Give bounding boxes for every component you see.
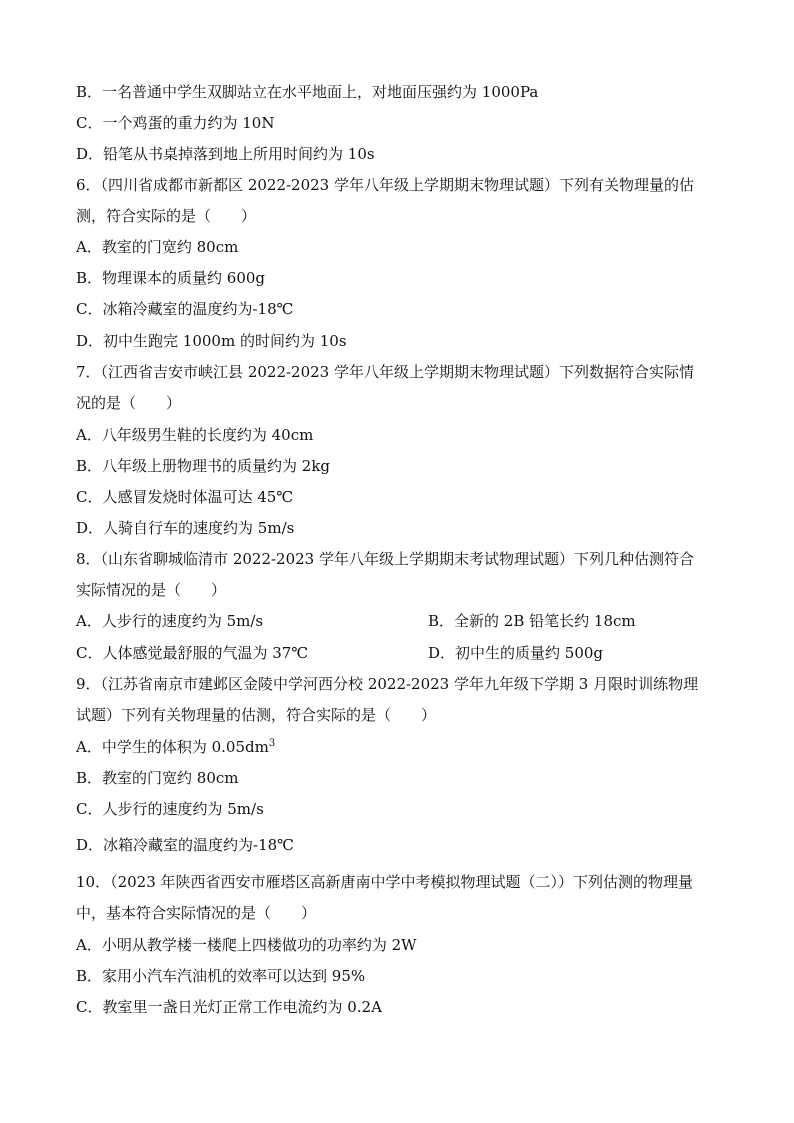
q8-option-b: B．全新的 2B 铅笔长约 18cm bbox=[428, 612, 636, 630]
q6-option-d: D．初中生跑完 1000m 的时间约为 10s bbox=[76, 332, 347, 350]
q9-option-a-text: A．中学生的体积为 0.05dm bbox=[76, 738, 269, 756]
q8-option-c: C．人体感觉最舒服的气温为 37℃ bbox=[76, 644, 309, 662]
q10-option-c: C．教室里一盏日光灯正常工作电流约为 0.2A bbox=[76, 998, 382, 1016]
q10-stem-line1: 10．（2023 年陕西省西安市雁塔区高新唐南中学中考模拟物理试题（二））下列估测的物理量 bbox=[76, 873, 694, 891]
q9-option-d: D．冰箱冷藏室的温度约为-18℃ bbox=[76, 836, 294, 854]
q8-stem-line1: 8．（山东省聊城临清市 2022-2023 学年八年级上学期期末考试物理试题）下列几种估测符合 bbox=[76, 550, 694, 568]
q6-option-c: C．冰箱冷藏室的温度约为-18℃ bbox=[76, 300, 294, 318]
q6-stem-line2: 测，符合实际的是（ ） bbox=[76, 207, 257, 225]
q7-option-c: C．人感冒发烧时体温可达 45℃ bbox=[76, 488, 294, 506]
q7-option-d: D．人骑自行车的速度约为 5m/s bbox=[76, 519, 295, 537]
q10-option-b: B．家用小汽车汽油机的效率可以达到 95% bbox=[76, 967, 366, 985]
q6-option-b: B．物理课本的质量约 600g bbox=[76, 269, 266, 287]
q5-option-c: C．一个鸡蛋的重力约为 10N bbox=[76, 114, 275, 132]
q9-stem-line2: 试题）下列有关物理量的估测，符合实际的是（ ） bbox=[76, 706, 437, 724]
q9-stem-line1: 9．（江苏省南京市建邺区金陵中学河西分校 2022-2023 学年九年级下学期 3 月限时训练物理 bbox=[76, 675, 699, 693]
q8-option-d: D．初中生的质量约 500g bbox=[428, 644, 604, 662]
q8-options-row2 bbox=[76, 642, 724, 664]
q6-stem-line1: 6．（四川省成都市新都区 2022-2023 学年八年级上学期期末物理试题）下列有关物理量的估 bbox=[76, 176, 694, 194]
q9-option-a-superscript: 3 bbox=[268, 738, 276, 749]
q9-option-a bbox=[76, 736, 724, 758]
q10-stem-line2: 中，基本符合实际情况的是（ ） bbox=[76, 904, 317, 922]
q9-option-c: C．人步行的速度约为 5m/s bbox=[76, 800, 264, 818]
q8-stem-line2: 实际情况的是（ ） bbox=[76, 581, 227, 599]
q10-option-a: A．小明从教学楼一楼爬上四楼做功的功率约为 2W bbox=[76, 936, 417, 954]
q8-option-a: A．人步行的速度约为 5m/s bbox=[76, 612, 264, 630]
q8-options-row1 bbox=[76, 610, 724, 632]
q5-option-d: D．铅笔从书桌掉落到地上所用时间约为 10s bbox=[76, 145, 375, 163]
q7-stem-line2: 况的是（ ） bbox=[76, 394, 182, 412]
q5-option-b: B．一名普通中学生双脚站立在水平地面上，对地面压强约为 1000Pa bbox=[76, 83, 539, 101]
q7-stem-line1: 7．（江西省吉安市峡江县 2022-2023 学年八年级上学期期末物理试题）下列数据符合实际情 bbox=[76, 363, 694, 381]
q9-option-b: B．教室的门宽约 80cm bbox=[76, 769, 239, 787]
q6-option-a: A．教室的门宽约 80cm bbox=[76, 238, 239, 256]
q7-option-a: A．八年级男生鞋的长度约为 40cm bbox=[76, 426, 314, 444]
q7-option-b: B．八年级上册物理书的质量约为 2kg bbox=[76, 457, 331, 475]
